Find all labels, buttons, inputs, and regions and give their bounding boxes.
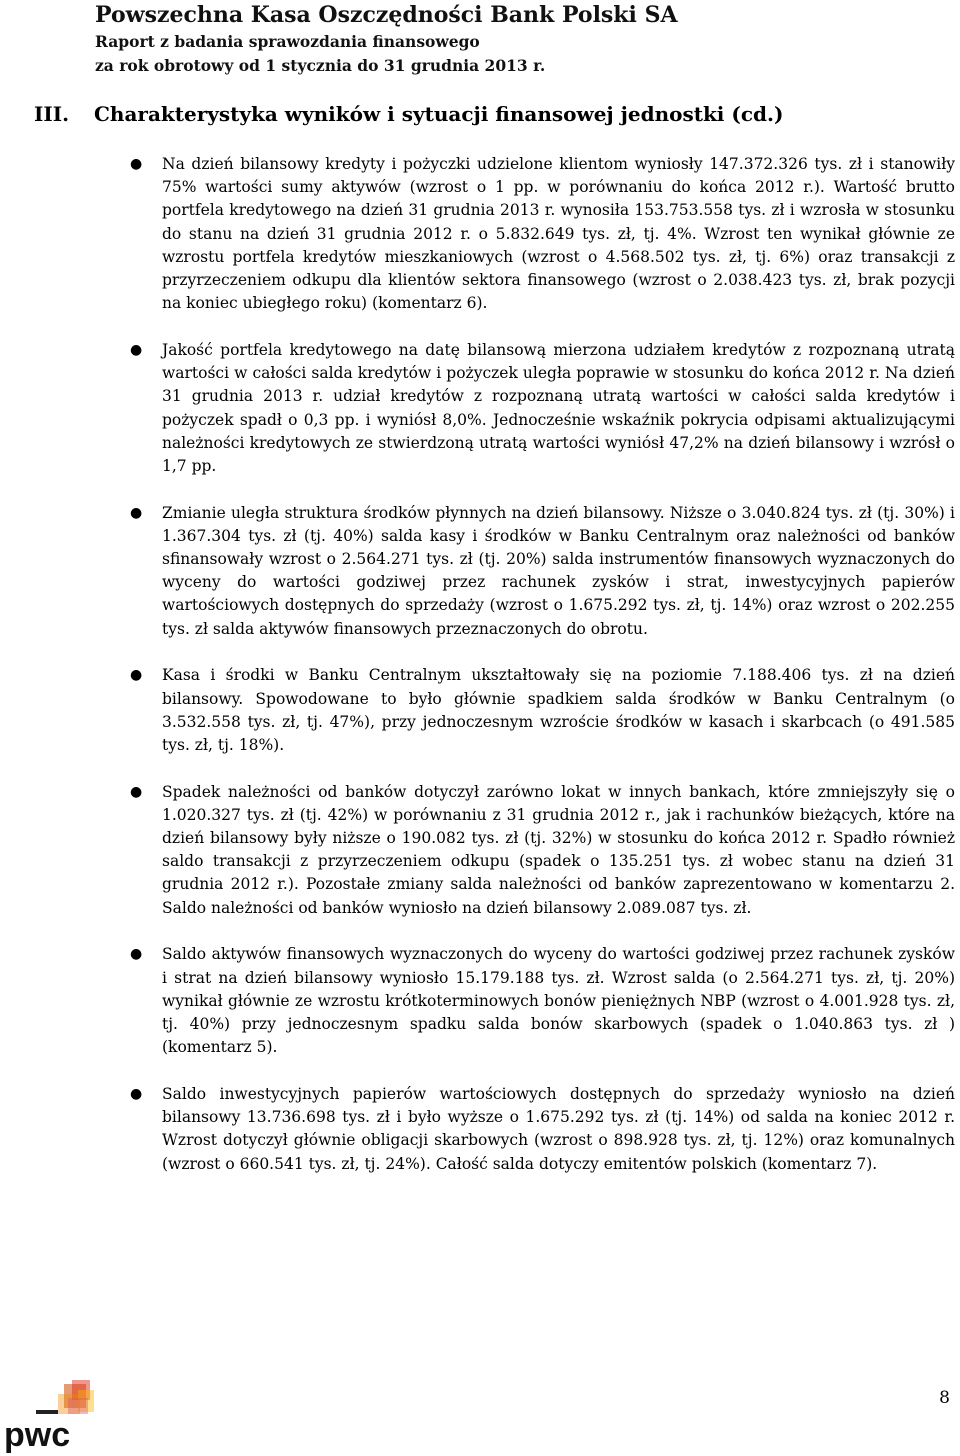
report-period: za rok obrotowy od 1 stycznia do 31 grudnia 2013 r. — [95, 56, 546, 75]
list-item-text: Saldo aktywów finansowych wyznaczonych do wyceny do wartości godziwej przez rachunek zysków i strat na dzień bilansowy wyniosło 15.179.188 tys. zł. Wzrost salda (o 2.564.271 tys. zł, tj. 20%) wynikał głównie ze wzrostu krótkoterminowych bonów pieniężnych NBP (wzrost o 4.001.928 tys. zł, tj. 40%) przy jednoczesnym spadku salda bonów skarbowych (spadek o 1.040.863 tys. zł ) (komentarz 5). — [162, 945, 955, 1057]
bullet-icon: ● — [130, 667, 143, 684]
pwc-logo-mark — [36, 1380, 94, 1414]
list-item-text: Zmianie uległa struktura środków płynnych na dzień bilansowy. Niższe o 3.040.824 tys. zł (tj. 30%) i 1.367.304 tys. zł (tj. 40%) salda kasy i środków w Banku Centralnym oraz należności od banków sfinansowały wzrost o 2.564.271 tys. zł (tj. 20%) salda instrumentów finansowych wyznaczonych do wyceny do wartości godziwej przez rachunek zysków i strat, inwestycyjnych papierów wartościowych dostępnych do sprzedaży (wzrost o 1.675.292 tys. zł, tj. 14%) oraz wzrost o 202.255 tys. zł salda aktywów finansowych przeznaczonych do obrotu. — [162, 503, 955, 638]
pwc-logo — [0, 1378, 110, 1456]
section-heading — [34, 100, 934, 128]
list-item-text: Saldo inwestycyjnych papierów wartościowych dostępnych do sprzedaży wyniosło na dzień bilansowy 13.736.698 tys. zł i było wyższe o 1.675.292 tys. zł (tj. 14%) od salda na koniec 2012 r. Wzrost dotyczył głównie obligacji skarbowych (wzrost o 898.928 tys. zł, tj. 12%) oraz komunalnych (wzrost o 660.541 tys. zł, tj. 24%). Całość salda dotyczy emitentów polskich (komentarz 7). — [162, 1084, 955, 1173]
list-item-text: Kasa i środki w Banku Centralnym ukształtowały się na poziomie 7.188.406 tys. zł na dzień bilansowy. Spowodowane to było głównie spadkiem salda środków w Banku Centralnym (o 3.532.558 tys. zł, tj. 47%), przy jednoczesnym wzroście środków w kasach i skarbcach (o 491.585 tys. zł, tj. 18%). — [162, 666, 955, 754]
bullet-icon: ● — [130, 504, 143, 521]
list-item — [130, 153, 955, 315]
bullet-icon: ● — [130, 946, 143, 963]
list-item — [130, 664, 955, 757]
bullet-icon: ● — [130, 783, 143, 800]
list-item-text: Jakość portfela kredytowego na datę bilansową mierzona udziałem kredytów z rozpoznaną utratą wartości w całości salda kredytów i pożyczek uległa poprawie w stosunku do końca 2012 r. Na dzień 31 grudnia 2013 r. udział kredytów z rozpoznaną utratą wartości w całości salda kredytów i pożyczek spadł o 0,3 pp. i wyniósł 8,0%. Jednocześnie wskaźnik pokrycia odpisami aktualizującymi należności kredytowych ze stwierdzoną utratą wartości wyniósł 47,2% na dzień bilansowy i wzrósł o 1,7 pp. — [162, 340, 955, 475]
report-header — [95, 0, 935, 78]
list-item — [130, 943, 955, 1059]
list-item — [130, 339, 955, 478]
bank-name: Powszechna Kasa Oszczędności Bank Polski SA — [95, 2, 678, 28]
bullet-icon: ● — [130, 156, 143, 172]
bullet-icon: ● — [130, 1085, 143, 1102]
section-number: III. — [34, 102, 70, 126]
list-item-text: Na dzień bilansowy kredyty i pożyczki udzielone klientom wyniosły 147.372.326 tys. zł i stanowiły 75% wartości sumy aktywów (wzrost o 1 pp. w porównaniu do końca 2012 r.). Wartość brutto portfela kredytowego na dzień 31 grudnia 2013 r. wynosiła 153.753.558 tys. zł i wzrosła w stosunku do stanu na dzień 31 grudnia 2012 r. o 5.832.649 tys. zł, tj. 4%. Wzrost ten wynikał głównie ze wzrostu portfela kredytów mieszkaniowych (wzrost o 4.568.502 tys. zł, tj. 6%) oraz transakcji z przyrzeczeniem odkupu dla klientów sektora finansowego (wzrost o 2.038.423 tys. zł, brak pozycji na koniec ubiegłego roku) (komentarz 6). — [162, 155, 955, 313]
page-number: 8 — [939, 1388, 950, 1408]
bullet-list — [130, 153, 955, 1199]
bullet-icon: ● — [130, 341, 143, 358]
list-item-text: Spadek należności od banków dotyczył zarówno lokat w innych bankach, które zmniejszyły się o 1.020.327 tys. zł (tj. 42%) w porównaniu z 31 grudnia 2012 r., jak i rachunków bieżących, które na dzień bilansowy były niższe o 190.082 tys. zł (tj. 32%) w stosunku do końca 2012 r. Spadło również saldo transakcji z przyrzeczeniem odkupu (spadek o 135.251 tys. zł wobec stanu na dzień 31 grudnia 2012 r.). Pozostałe zmiany salda należności od banków zaprezentowano w komentarzu 2. Saldo należności od banków wyniosło na dzień bilansowy 2.089.087 tys. zł. — [162, 782, 955, 917]
list-item — [130, 1083, 955, 1176]
list-item — [130, 781, 955, 920]
pwc-logo-text: pwc — [4, 1416, 71, 1454]
section-title: Charakterystyka wyników i sytuacji finansowej jednostki (cd.) — [94, 102, 784, 126]
report-title: Raport z badania sprawozdania finansowego — [95, 32, 480, 51]
list-item — [130, 502, 955, 641]
